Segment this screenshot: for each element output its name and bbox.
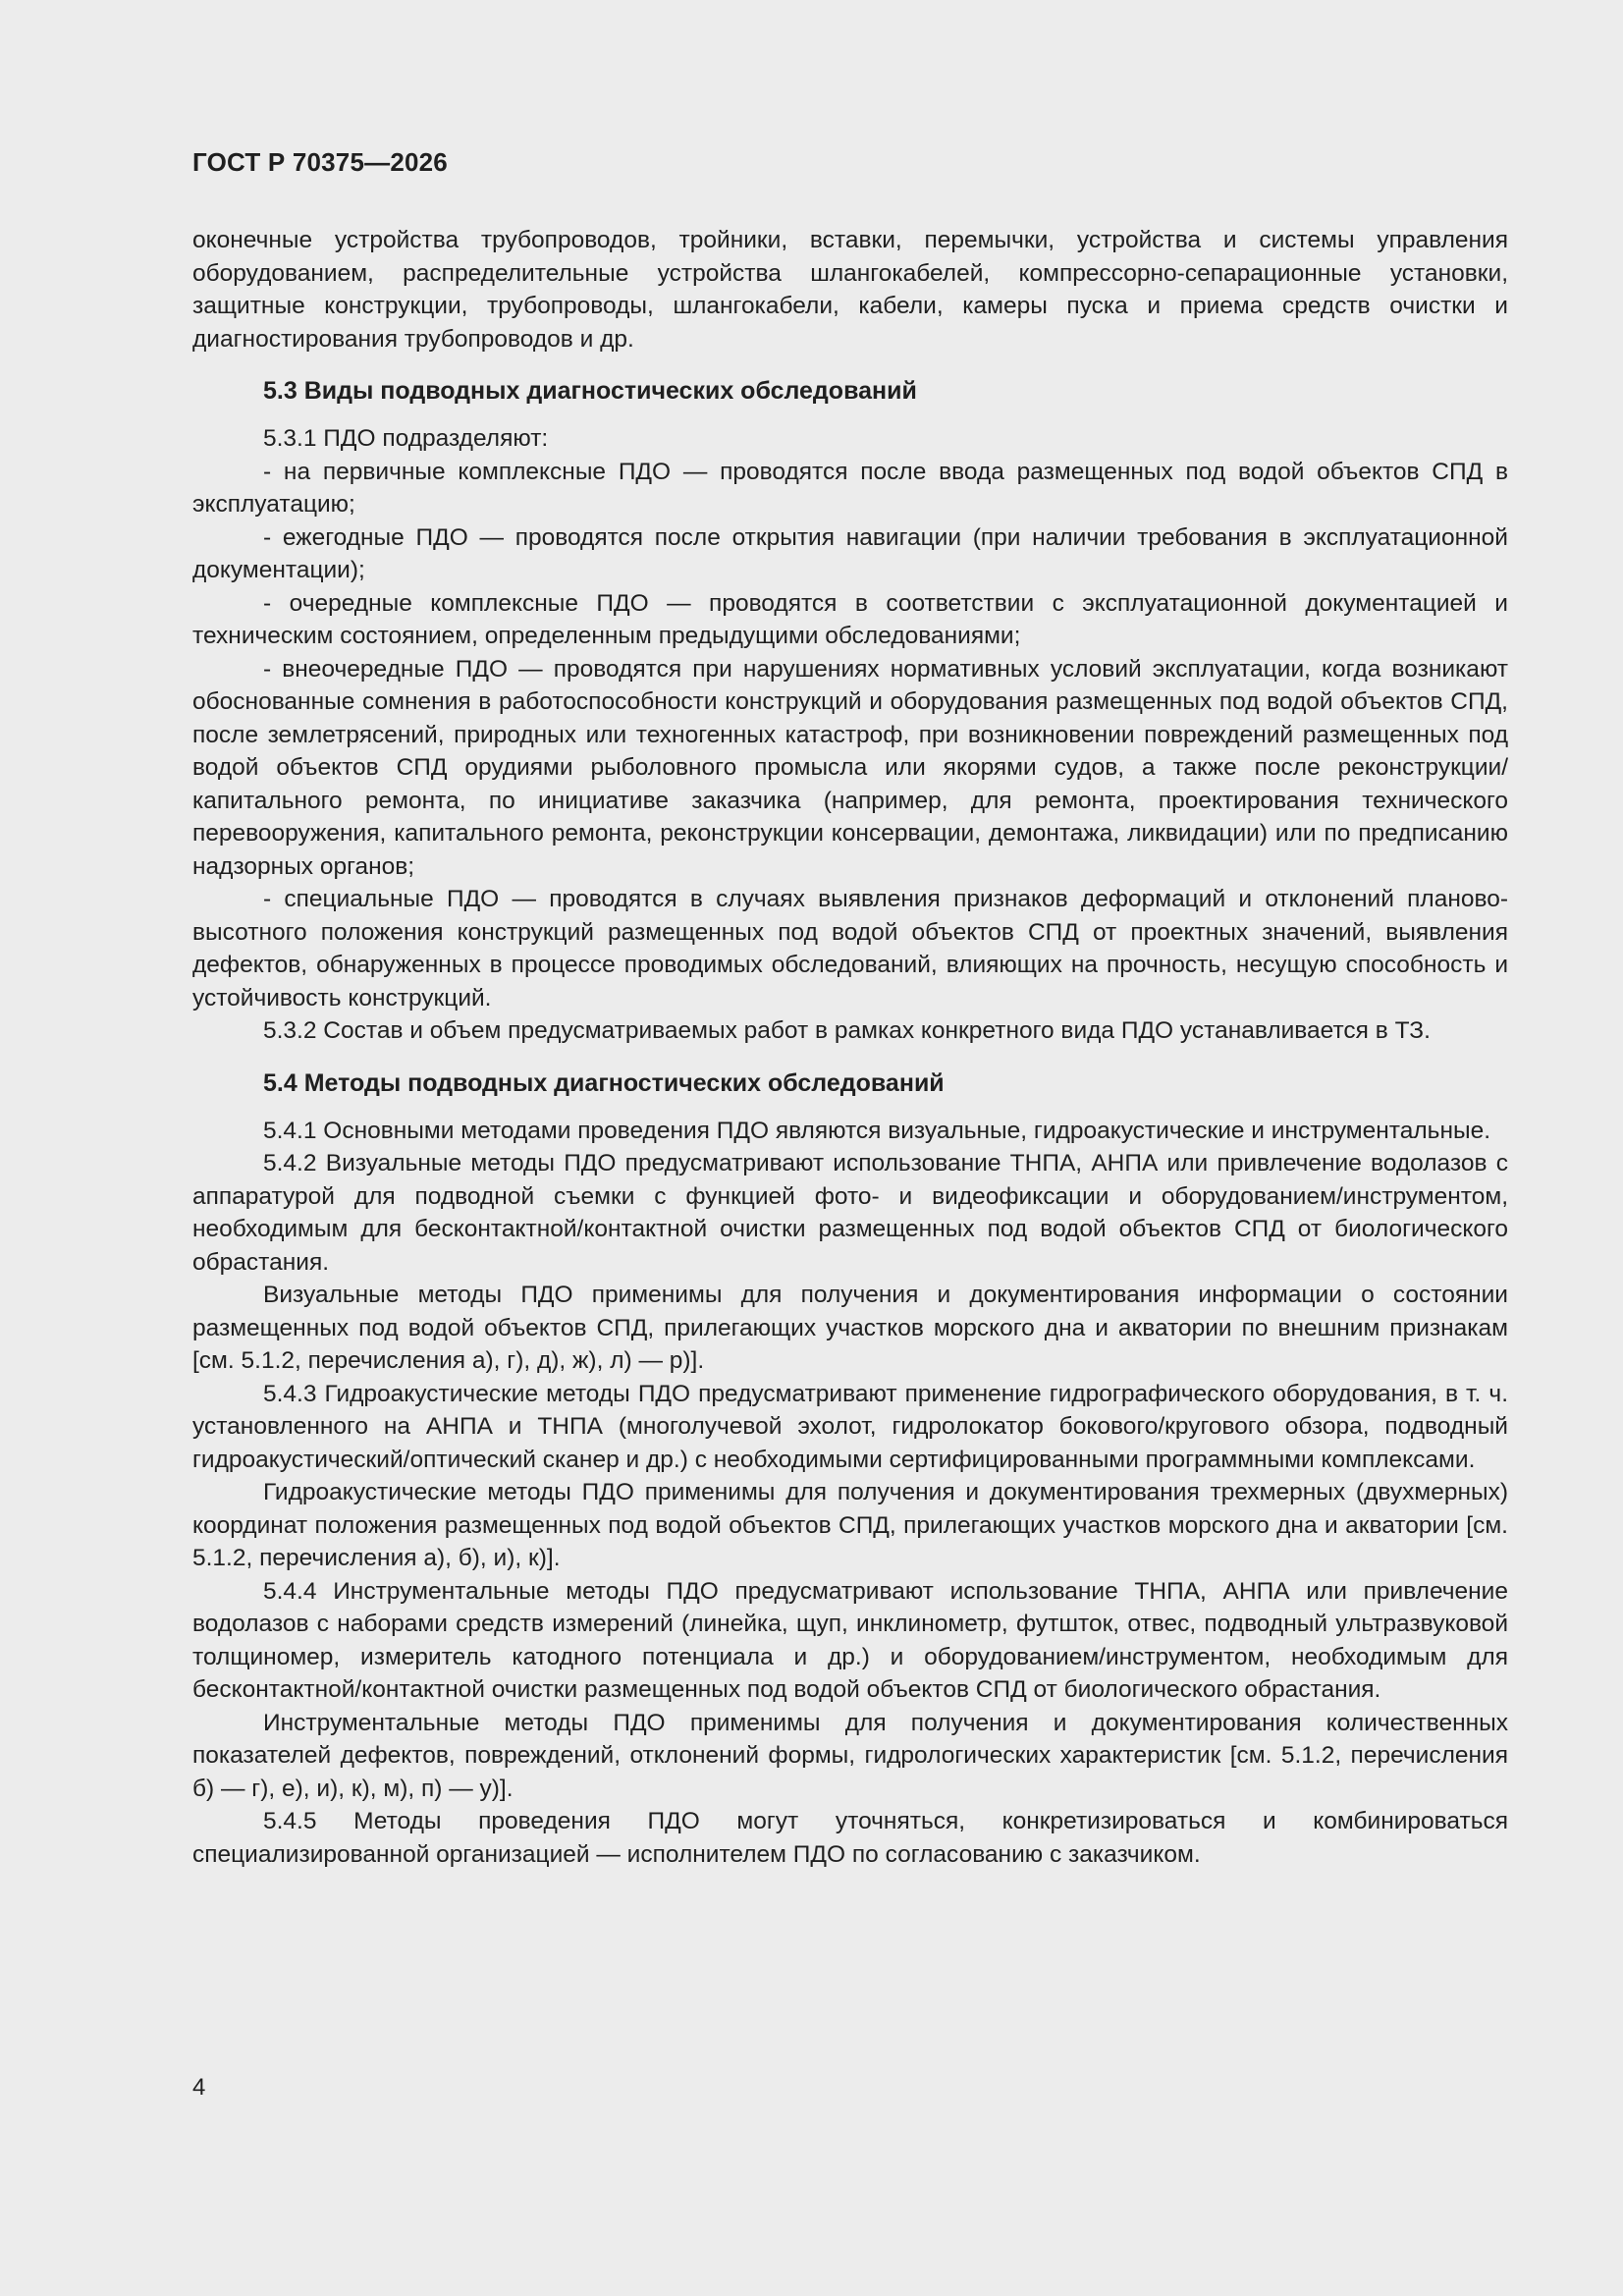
list-item: - внеочередные ПДО — проводятся при нарушениях нормативных условий эксплуатации, когда возникают обоснованные сомнения в работоспособности конструкций и оборудования размещенных под водой объектов СПД, после землетрясений, природных или техногенных катастроф, при возникновении повреждений размещенных под водой объектов СПД орудиями рыболовного промысла или якорями судов, а также после реконструкции/капитального ремонта, по инициативе заказчика (например, для ремонта, проектирования технического перевооружения, капитального ремонта, реконструкции консервации, демонтажа, ликвидации) или по предписанию надзорных органов; bbox=[192, 655, 1508, 880]
list-item: - специальные ПДО — проводятся в случаях выявления признаков деформаций и отклонений планово-высотного положения конструкций размещенных под водой объектов СПД от проектных значений, выявления дефектов, обнаруженных в процессе проводимых обследований, влияющих на прочность, несущую способность и устойчивость конструкций. bbox=[192, 886, 1508, 1011]
list-item: - на первичные комплексные ПДО — проводятся после ввода размещенных под водой объектов СПД в эксплуатацию; bbox=[192, 458, 1508, 518]
paragraph: 5.4.4 Инструментальные методы ПДО предусматривают использование ТНПА, АНПА или привлечение водолазов с наборами средств измерений (линейка, щуп, инклинометр, футшток, отвес, подводный ультразвуковой толщиномер, измеритель катодного потенциала и др.) и оборудованием/инструментом, необходимым для бесконтактной/контактной очистки размещенных под водой объектов СПД от биологического обрастания. bbox=[192, 1577, 1508, 1703]
document-body bbox=[192, 224, 1508, 1871]
paragraph: Инструментальные методы ПДО применимы для получения и документирования количественных показателей дефектов, повреждений, отклонений формы, гидрологических характеристик [см. 5.1.2, перечисления б) — г), е), и), к), м), п) — у)]. bbox=[192, 1709, 1508, 1802]
paragraph: 5.4.3 Гидроакустические методы ПДО предусматривают применение гидрографического оборудования, в т. ч. установленного на АНПА и ТНПА (многолучевой эхолот, гидролокатор бокового/кругового обзора, подводный гидроакустический/оптический сканер и др.) с необходимыми сертифицированными программными комплексами. bbox=[192, 1380, 1508, 1473]
page-number: 4 bbox=[192, 2074, 206, 2101]
section-heading-5-4: 5.4 Методы подводных диагностических обследований bbox=[263, 1068, 945, 1097]
paragraph: 5.4.1 Основными методами проведения ПДО являются визуальные, гидроакустические и инструментальные. bbox=[263, 1117, 1491, 1144]
section-heading-5-3: 5.3 Виды подводных диагностических обследований bbox=[263, 377, 917, 405]
paragraph: 5.4.5 Методы проведения ПДО могут уточняться, конкретизироваться и комбинироваться специализированной организацией — исполнителем ПДО по согласованию с заказчиком. bbox=[192, 1808, 1508, 1868]
paragraph: 5.4.2 Визуальные методы ПДО предусматривают использование ТНПА, АНПА или привлечение водолазов с аппаратурой для подводной съемки с функцией фото- и видеофиксации и оборудованием/инструментом, необходимым для бесконтактной/контактной очистки размещенных под водой объектов СПД от биологического обрастания. bbox=[192, 1150, 1508, 1276]
list-item: - ежегодные ПДО — проводятся после открытия навигации (при наличии требования в эксплуатационной документации); bbox=[192, 523, 1508, 583]
intro-paragraph: оконечные устройства трубопроводов, тройники, вставки, перемычки, устройства и системы управления оборудованием, распределительные устройства шлангокабелей, компрессорно-сепарационные установки, защитные конструкции, трубопроводы, шлангокабели, кабели, камеры пуска и приема средств очистки и диагностирования трубопроводов и др. bbox=[192, 227, 1508, 353]
paragraph-5-3-1: 5.3.1 ПДО подразделяют: bbox=[263, 425, 549, 452]
document-header: ГОСТ Р 70375—2026 bbox=[192, 147, 448, 177]
paragraph: Визуальные методы ПДО применимы для получения и документирования информации о состоянии размещенных под водой объектов СПД, прилегающих участков морского дна и акватории по внешним признакам [см. 5.1.2, перечисления а), г), д), ж), л) — р)]. bbox=[192, 1282, 1508, 1374]
paragraph-5-3-2: 5.3.2 Состав и объем предусматриваемых работ в рамках конкретного вида ПДО устанавливается в ТЗ. bbox=[263, 1017, 1431, 1044]
list-item: - очередные комплексные ПДО — проводятся в соответствии с эксплуатационной документацией и техническим состоянием, определенным предыдущими обследованиями; bbox=[192, 589, 1508, 649]
paragraph: Гидроакустические методы ПДО применимы для получения и документирования трехмерных (двухмерных) координат положения размещенных под водой объектов СПД, прилегающих участков морского дна и акватории [см. 5.1.2, перечисления а), б), и), к)]. bbox=[192, 1479, 1508, 1571]
